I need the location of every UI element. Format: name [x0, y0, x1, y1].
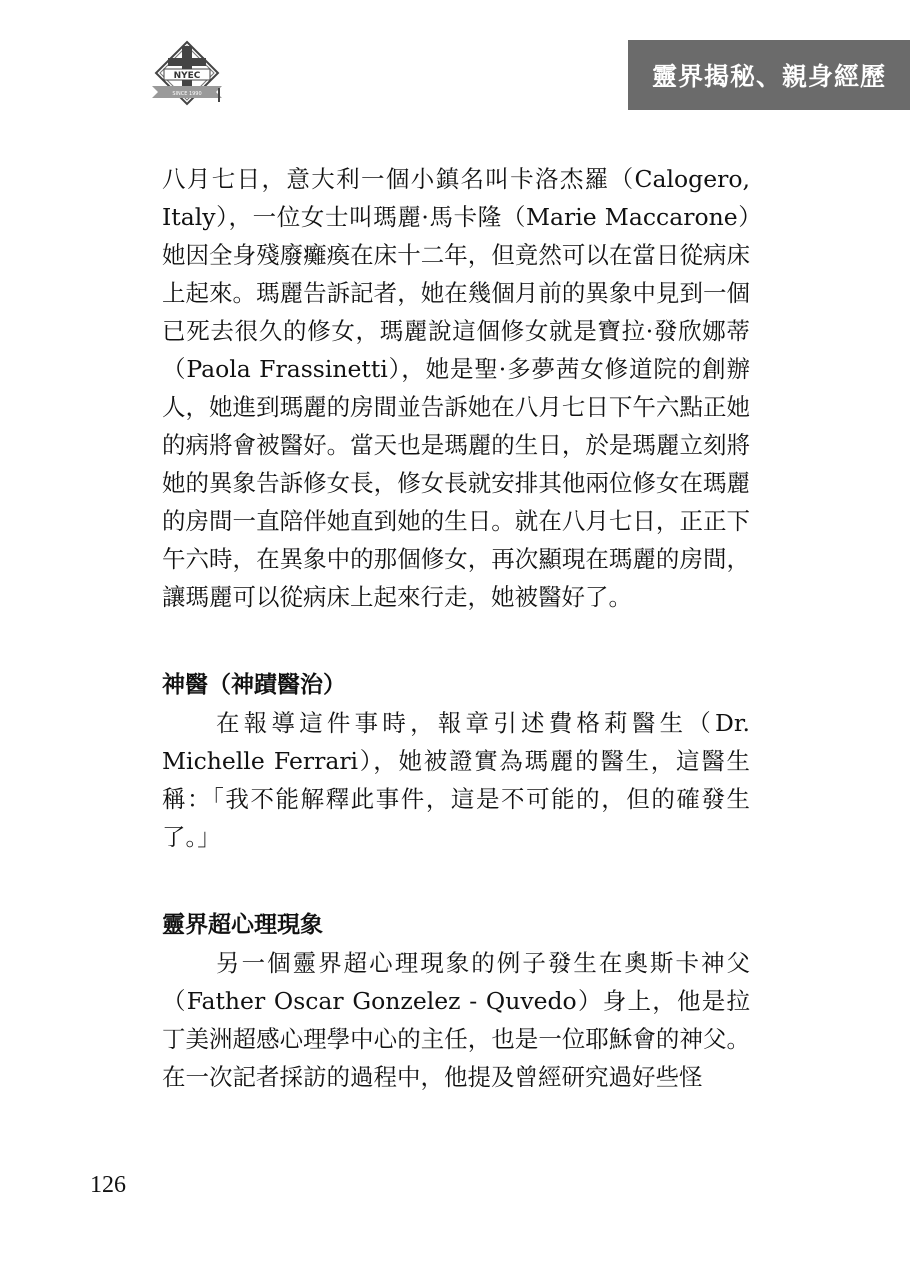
page-body	[162, 160, 750, 1096]
body-paragraph-1: 八月七日，意大利一個小鎮名叫卡洛杰羅（Calogero, Italy），一位女士叫瑪麗·馬卡隆（Marie Maccarone）她因全身殘廢癱瘓在床十二年，但竟然可以在當日從病床上起來。瑪麗告訴記者，她在幾個月前的異象中見到一個已死去很久的修女，瑪麗說這個修女就是寶拉·發欣娜蒂（Paola Frassinetti），她是聖·多夢茜女修道院的創辦人，她進到瑪麗的房間並告訴她在八月七日下午六點正她的病將會被醫好。當天也是瑪麗的生日，於是瑪麗立刻將她的異象告訴修女長，修女長就安排其他兩位修女在瑪麗的房間一直陪伴她直到她的生日。就在八月七日，正正下午六時，在異象中的那個修女，再次顯現在瑪麗的房間，讓瑪麗可以從病床上起來行走，她被醫好了。	[162, 165, 750, 611]
section-heading-parapsychology: 靈界超心理現象	[162, 912, 323, 938]
chapter-title: 靈界揭秘、親身經歷	[651, 62, 886, 91]
logo-ribbon-text: SINCE 1990	[172, 91, 202, 97]
publisher-logo	[150, 40, 224, 106]
nyec-logo-icon	[150, 40, 224, 106]
section-heading-divine-healing: 神醫（神蹟醫治）	[162, 672, 346, 698]
chapter-header-band	[628, 40, 910, 110]
logo-text: NYEC	[173, 71, 201, 81]
body-paragraph-3: 另一個靈界超心理現象的例子發生在奧斯卡神父（Father Oscar Gonzelez - Quvedo）身上，他是拉丁美洲超感心理學中心的主任，也是一位耶穌會的神父。在一次記者採訪的過程中，他提及曾經研究過好些怪	[162, 949, 750, 1091]
page-number: 126	[90, 1172, 126, 1198]
body-paragraph-2: 在報導這件事時，報章引述費格莉醫生（Dr. Michelle Ferrari），她被證實為瑪麗的醫生，這醫生稱：「我不能解釋此事件，這是不可能的，但的確發生了。」	[162, 709, 750, 851]
